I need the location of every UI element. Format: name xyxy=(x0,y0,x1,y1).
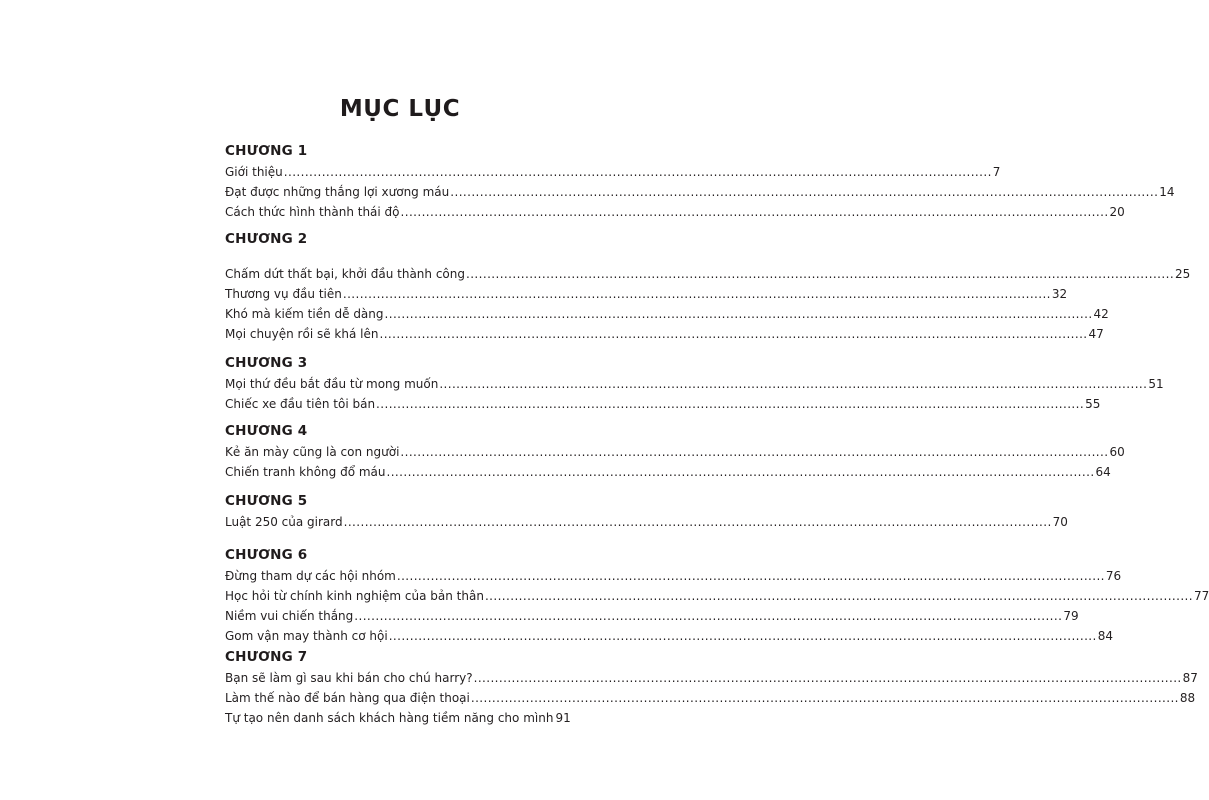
dot-leader: ........................................................................................................................................................................ xyxy=(439,377,1148,391)
dot-leader: ........................................................................................................................................................................ xyxy=(470,691,1179,705)
chapter-block xyxy=(225,230,1191,344)
dot-leader: ........................................................................................................................................................................ xyxy=(400,205,1109,219)
entry-page-number: 25 xyxy=(1175,267,1191,281)
chapter-block xyxy=(225,354,1164,414)
toc-entry xyxy=(225,442,1125,462)
entry-page-number: 42 xyxy=(1093,307,1109,321)
entry-title: Mọi thứ đều bắt đầu từ mong muốn xyxy=(225,377,439,391)
entry-title: Gom vận may thành cơ hội xyxy=(225,629,388,643)
dot-leader: ........................................................................................................................................................................ xyxy=(473,671,1182,685)
toc-entry xyxy=(225,566,1122,586)
chapter-title: CHƯƠNG 4 xyxy=(225,423,308,439)
chapter-title: CHƯƠNG 7 xyxy=(225,649,308,665)
chapter-title: CHƯƠNG 1 xyxy=(225,143,308,159)
dot-leader: ........................................................................................................................................................................ xyxy=(388,629,1097,643)
dot-leader: ........................................................................................................................................................................ xyxy=(376,397,1085,411)
entry-page-number: 55 xyxy=(1085,397,1101,411)
toc-entry xyxy=(225,374,1164,394)
dot-leader: ........................................................................................................................................................................ xyxy=(466,267,1175,281)
entry-title: Cách thức hình thành thái độ xyxy=(225,205,400,219)
dot-leader: ........................................................................................................................................................................ xyxy=(450,185,1159,199)
toc-entry xyxy=(225,512,1068,532)
toc-entry xyxy=(225,626,1114,646)
dot-leader: ........................................................................................................................................................................ xyxy=(283,165,992,179)
entry-title: Luật 250 của girard xyxy=(225,515,343,529)
toc-entry xyxy=(225,688,1196,708)
toc-entry xyxy=(225,586,1209,606)
toc-entry xyxy=(225,394,1101,414)
entry-title: Tự tạo nên danh sách khách hàng tiềm năng cho mình xyxy=(225,711,554,725)
toc-entry xyxy=(225,668,1198,688)
entry-page-number: 79 xyxy=(1063,609,1079,623)
chapter-title: CHƯƠNG 5 xyxy=(225,493,308,509)
toc-entry xyxy=(225,182,1175,202)
entry-page-number: 51 xyxy=(1148,377,1164,391)
toc-entry xyxy=(225,284,1068,304)
entry-title: Đừng tham dự các hội nhóm xyxy=(225,569,396,583)
entry-page-number: 47 xyxy=(1088,327,1104,341)
toc-entry xyxy=(225,324,1104,344)
entry-page-number: 87 xyxy=(1182,671,1198,685)
entry-page-number: 20 xyxy=(1109,205,1125,219)
chapter-block xyxy=(225,648,1198,728)
dot-leader: ........................................................................................................................................................................ xyxy=(379,327,1088,341)
toc-entry xyxy=(225,606,1079,626)
page-title: MỤC LỤC xyxy=(339,96,461,122)
chapter-title: CHƯƠNG 3 xyxy=(225,355,308,371)
dot-leader: ........................................................................................................................................................................ xyxy=(384,307,1093,321)
entry-page-number: 77 xyxy=(1193,589,1209,603)
entry-title: Kẻ ăn mày cũng là con người xyxy=(225,445,400,459)
entry-title: Mọi chuyện rồi sẽ khá lên xyxy=(225,327,379,341)
entry-title: Niềm vui chiến thắng xyxy=(225,609,354,623)
chapter-block xyxy=(225,546,1209,646)
dot-leader: ........................................................................................................................................................................ xyxy=(396,569,1105,583)
toc-entry xyxy=(225,708,569,728)
dot-leader: ........................................................................................................................................................................ xyxy=(354,609,1063,623)
chapter-block xyxy=(225,422,1125,482)
dot-leader: ........................................................................................................................................................................ xyxy=(386,465,1095,479)
entry-title: Bạn sẽ làm gì sau khi bán cho chú harry? xyxy=(225,671,473,685)
entry-title: Chiến tranh không đổ máu xyxy=(225,465,386,479)
entry-title: Thương vụ đầu tiên xyxy=(225,287,342,301)
entry-page-number: 60 xyxy=(1109,445,1125,459)
toc-entry xyxy=(225,264,1191,284)
entry-title: Giới thiệu xyxy=(225,165,283,179)
entry-page-number: 14 xyxy=(1159,185,1175,199)
dot-leader: ........................................................................................................................................................................ xyxy=(400,445,1109,459)
dot-leader: ........................................................................................................................................................................ xyxy=(342,287,1051,301)
dot-leader: ........................................................................................................................................................................ xyxy=(484,589,1193,603)
chapter-block xyxy=(225,142,1175,222)
entry-page-number: 91 xyxy=(555,711,571,725)
chapter-title: CHƯƠNG 6 xyxy=(225,547,308,563)
entry-title: Học hỏi từ chính kinh nghiệm của bản thân xyxy=(225,589,484,603)
toc-entry xyxy=(225,462,1111,482)
dot-leader: ........................................................................................................................................................................ xyxy=(343,515,1052,529)
chapter-block xyxy=(225,492,1068,532)
entry-page-number: 32 xyxy=(1051,287,1068,301)
toc-entry xyxy=(225,304,1109,324)
entry-title: Đạt được những thắng lợi xương máu xyxy=(225,185,450,199)
entry-title: Làm thế nào để bán hàng qua điện thoại xyxy=(225,691,470,705)
entry-page-number: 64 xyxy=(1095,465,1111,479)
entry-title: Chấm dứt thất bại, khởi đầu thành công xyxy=(225,267,465,281)
entry-page-number: 7 xyxy=(992,165,1001,179)
entry-title: Chiếc xe đầu tiên tôi bán xyxy=(225,397,376,411)
toc-entry xyxy=(225,202,1125,222)
entry-title: Khó mà kiếm tiền dễ dàng xyxy=(225,307,384,321)
entry-page-number: 76 xyxy=(1105,569,1122,583)
toc-entry xyxy=(225,162,1001,182)
chapter-title: CHƯƠNG 2 xyxy=(225,231,308,247)
entry-page-number: 88 xyxy=(1179,691,1196,705)
entry-page-number: 70 xyxy=(1052,515,1068,529)
entry-page-number: 84 xyxy=(1097,629,1114,643)
